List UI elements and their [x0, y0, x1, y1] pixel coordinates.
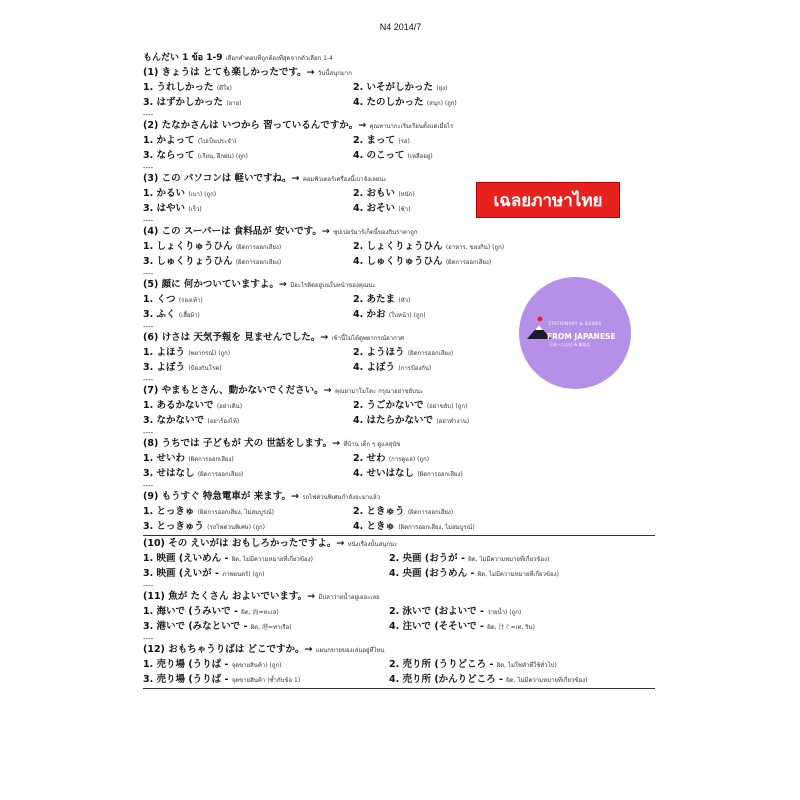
option-th: (ผิดการออกเสียง): [407, 509, 454, 516]
question-11: [143, 590, 658, 643]
option-th: (อย่าขยับ) (ถูก): [426, 403, 468, 410]
option-th: (อย่าเดิน): [216, 403, 243, 410]
option-th: (การดูแล) (ถูก): [388, 456, 430, 463]
option-jp: 4. 注いで (そそいで -: [389, 621, 484, 632]
dash-separator: ----: [143, 217, 154, 225]
option-th: ผิด, ไม่มีความหมายที่เกี่ยวข้อง): [506, 677, 588, 684]
option-th: (รถไฟด่วนพิเศษ) (ถูก): [207, 524, 265, 531]
option-jp: 1. しょくりゅうひん: [143, 241, 233, 252]
thai-answer-badge: เฉลยภาษาไทย: [476, 182, 620, 218]
option-2: [353, 81, 658, 96]
option-2: [353, 399, 658, 414]
dash-separator: ----: [143, 376, 154, 384]
option-th: (ดีใจ): [216, 85, 232, 92]
question-10: [143, 537, 658, 590]
option-3: [143, 673, 389, 688]
question-jp: (8) うちでは 子どもが 犬の 世話をします。→: [143, 438, 341, 449]
option-th: (ผิดการออกเสียง): [235, 244, 282, 251]
option-jp: 4. かお: [353, 309, 386, 320]
option-th: (การป้องกัน): [398, 365, 432, 372]
shop-logo: [519, 277, 631, 389]
option-1: [143, 605, 389, 620]
option-jp: 2. ようほう: [353, 347, 405, 358]
dash-separator: ----: [143, 429, 154, 437]
question-text: [143, 590, 658, 605]
option-th: ผิด, ไม่มีความหมายที่เกี่ยวข้อง): [477, 571, 559, 578]
option-3: [143, 620, 389, 635]
option-4: [353, 414, 658, 429]
option-4: [353, 149, 658, 164]
option-jp: 2. おもい: [353, 188, 396, 199]
options-grid: [143, 605, 658, 635]
option-th: (พยากรณ์) (ถูก): [188, 350, 231, 357]
question-jp: (5) 顔に 何かついていますよ。→: [143, 279, 287, 290]
option-th: ผิด, ไม่ใช่คำที่ใช้ทั่วไป): [496, 662, 557, 669]
question-text: [143, 66, 658, 81]
option-3: [143, 149, 353, 164]
option-3: [143, 520, 353, 535]
option-th: ภาพยนตร์) (ถูก): [222, 571, 265, 578]
question-1: [143, 66, 658, 119]
option-1: [143, 187, 353, 202]
logo-main-text: FROM JAPANESE: [547, 332, 616, 341]
option-1: [143, 452, 353, 467]
option-4: [389, 620, 658, 635]
options-grid: [143, 658, 658, 688]
option-jp: 2. 泳いで (およいで -: [389, 606, 484, 617]
option-jp: 4. のこって: [353, 150, 405, 161]
logo-sub-text: 日本へのお店 & 雑貨店: [549, 342, 591, 347]
option-1: [143, 552, 389, 567]
logo-top-text: STATIONARY & BOOKS: [548, 321, 602, 326]
question-jp: (7) やまもとさん、動かないでください。→: [143, 385, 332, 396]
option-2: [389, 658, 658, 673]
option-3: [143, 414, 353, 429]
option-jp: 2. ときゅう: [353, 506, 405, 517]
option-1: [143, 658, 389, 673]
option-jp: 3. はずかしかった: [143, 97, 224, 108]
option-th: (ผิดการออกเสียง): [188, 456, 234, 463]
option-th: (ใบหน้า) (ถูก): [388, 312, 426, 319]
question-th: หนังเรื่องนั้นสนุกนะ: [347, 541, 398, 548]
option-th: (อาย): [226, 100, 242, 107]
option-1: [143, 399, 353, 414]
question-th: แผนกขายของเล่นอยู่ที่ไหน: [315, 647, 385, 654]
option-jp: 3. 港いで (みなといで -: [143, 621, 248, 632]
option-3: [143, 361, 353, 376]
dash-separator: ----: [143, 323, 154, 331]
option-1: [143, 346, 353, 361]
option-4: [353, 467, 658, 482]
option-th: (หนัก): [398, 191, 415, 198]
question-8: [143, 437, 658, 490]
dash-separator: ----: [143, 482, 154, 490]
option-1: [143, 134, 353, 149]
option-th: (เหลืออยู่): [407, 153, 433, 160]
question-jp: (3) この パソコンは 軽いですね。→: [143, 173, 300, 184]
question-text: [143, 225, 658, 240]
option-th: ผิด, ไม่มีความหมายที่เกี่ยวข้อง): [231, 556, 313, 563]
dash-separator: ----: [143, 635, 154, 643]
option-jp: 2. しょくりょうひん: [353, 241, 443, 252]
option-jp: 3. よぼう: [143, 362, 186, 373]
option-th: (อย่าร้องไห้): [207, 418, 240, 425]
option-th: ผิด, 海=ทะเล): [241, 609, 279, 616]
option-jp: 4. はたらかないで: [353, 415, 434, 426]
question-th: คุณยามาโมโตะ กรุณาอย่าขยับนะ: [334, 388, 424, 395]
question-text: [143, 437, 658, 452]
options-grid: [143, 399, 658, 429]
option-2: [389, 552, 658, 567]
option-jp: 4. おそい: [353, 203, 396, 214]
option-4: [389, 567, 658, 582]
option-jp: 1. 映画 (えいめん -: [143, 553, 229, 564]
option-jp: 2. まって: [353, 135, 396, 146]
option-4: [389, 673, 658, 688]
option-th: (ผิดการออกเสียง, ไม่สมบูรณ์): [197, 509, 274, 516]
question-4: [143, 225, 658, 278]
option-th: (สนุก) (ถูก): [426, 100, 457, 107]
option-jp: 3. ならって: [143, 150, 195, 161]
option-3: [143, 96, 353, 111]
bottom-divider: [143, 688, 655, 689]
option-1: [143, 505, 353, 520]
option-th: (อาหาร, ของกิน) (ถูก): [445, 244, 505, 251]
option-3: [143, 467, 353, 482]
option-4: [353, 255, 658, 270]
question-jp: (6) けさは 天気予報を 見ませんでした。→: [143, 332, 329, 343]
question-text: [143, 119, 658, 134]
option-jp: 4. ときゅ: [353, 521, 396, 532]
question-th: คุณทานากะเริ่มเรียนตั้งแต่เมื่อไร: [369, 123, 454, 130]
option-jp: 2. いそがしかった: [353, 82, 434, 93]
instructions-th: เลือกคำตอบที่ถูกต้องที่สุดจากตัวเลือก 1-4: [225, 55, 333, 62]
option-jp: 3. せはなし: [143, 468, 195, 479]
option-jp: 3. 映画 (えいが -: [143, 568, 219, 579]
question-jp: (1) きょうは とても楽しかったです。→: [143, 67, 315, 78]
question-jp: (12) おもちゃうりばは どこですか。→: [143, 644, 313, 655]
option-2: [389, 605, 658, 620]
option-1: [143, 240, 353, 255]
option-jp: 1. よほう: [143, 347, 186, 358]
section-divider: [143, 535, 655, 536]
question-list-2: [143, 537, 658, 688]
option-th: (เบา) (ถูก): [188, 191, 217, 198]
question-12: [143, 643, 658, 688]
option-jp: 4. 売り所 (かんりどころ -: [389, 674, 503, 685]
option-th: จุดขายสินค้า (ซ้ำกับข้อ 1): [231, 677, 301, 684]
option-th: (หัว): [398, 297, 411, 304]
option-jp: 4. よぼう: [353, 362, 396, 373]
question-th: มีปลาว่ายน้ำอยู่เยอะเลย: [318, 594, 380, 601]
option-jp: 2. あたま: [353, 294, 396, 305]
option-th: (ยุ่ง): [436, 85, 448, 92]
document-title: N4 2014/7: [379, 22, 422, 32]
option-jp: 3. ふく: [143, 309, 176, 320]
option-th: (ป้องกันโรค): [188, 365, 222, 372]
option-2: [353, 505, 658, 520]
option-jp: 3. はやい: [143, 203, 186, 214]
option-th: จุดขายสินค้า) (ถูก): [231, 662, 282, 669]
option-th: (เสื้อผ้า): [178, 312, 200, 319]
question-9: [143, 490, 658, 535]
option-jp: 1. とっきゅ: [143, 506, 195, 517]
option-jp: 4. せいはなし: [353, 468, 415, 479]
option-th: (ช้า): [398, 206, 411, 213]
option-jp: 1. せいわ: [143, 453, 186, 464]
question-text: [143, 643, 658, 658]
option-4: [353, 520, 658, 535]
option-th: (ผิดการออกเสียง): [417, 471, 463, 478]
option-th: (รอ): [398, 138, 410, 145]
instructions-jp: もんだい 1 ข้อ 1-9: [143, 53, 223, 63]
option-jp: 3. しゅくりょうひん: [143, 256, 233, 267]
question-th: เช้านี้ไม่ได้ดูพยากรณ์อากาศ: [331, 335, 404, 342]
option-jp: 3. 売り場 (うりば -: [143, 674, 229, 685]
question-jp: (2) たなかさんは いつから 習っているんですか。→: [143, 120, 367, 131]
option-th: (ไปเป็นประจำ): [197, 138, 237, 145]
option-jp: 3. なかないで: [143, 415, 205, 426]
question-th: วันนี้สนุกมาก: [317, 70, 352, 77]
question-jp: (11) 魚が たくさん およいでいます。→: [143, 591, 316, 602]
option-3: [143, 255, 353, 270]
question-text: [143, 490, 658, 505]
question-text: [143, 537, 658, 552]
dash-separator: ----: [143, 270, 154, 278]
option-th: ผิด, 港=ท่าเรือ): [250, 624, 292, 631]
question-jp: (9) もうすぐ 特急電車が 来ます。→: [143, 491, 299, 502]
option-1: [143, 293, 353, 308]
question-th: มีอะไรติดอยู่บนใบหน้าของคุณนะ: [290, 282, 376, 289]
options-grid: [143, 452, 658, 482]
option-3: [143, 308, 353, 323]
option-3: [143, 202, 353, 217]
option-jp: 4. たのしかった: [353, 97, 424, 108]
option-jp: 1. くつ: [143, 294, 176, 305]
instructions: [143, 50, 658, 64]
option-th: (ผิดการออกเสียง): [445, 259, 492, 266]
option-jp: 1. かるい: [143, 188, 186, 199]
option-th: (ผิดการออกเสียง): [407, 350, 454, 357]
option-jp: 2. 央画 (おうが -: [389, 553, 465, 564]
options-grid: [143, 240, 658, 270]
option-2: [353, 240, 658, 255]
options-grid: [143, 81, 658, 111]
option-1: [143, 81, 353, 96]
question-7: [143, 384, 658, 437]
question-jp: (10) その えいがは おもしろかったですよ。→: [143, 538, 345, 549]
option-jp: 2. せわ: [353, 453, 386, 464]
option-th: ผิด, ไม่มีความหมายที่เกี่ยวข้อง): [468, 556, 550, 563]
option-th: (อย่าทำงาน): [436, 418, 470, 425]
option-th: (ผิดการออกเสียง): [197, 471, 244, 478]
option-th: (เร็ว): [188, 206, 202, 213]
option-th: ว่ายน้ำ) (ถูก): [487, 609, 522, 616]
option-jp: 4. 央画 (おうめん -: [389, 568, 475, 579]
dash-separator: ----: [143, 164, 154, 172]
option-jp: 1. うれしかった: [143, 82, 214, 93]
option-jp: 4. しゅくりゅうひん: [353, 256, 443, 267]
question-th: ที่บ้าน เด็ก ๆ ดูแลสุนัข: [343, 441, 401, 448]
option-jp: 1. 海いで (うみいで -: [143, 606, 238, 617]
question-jp: (4) この スーパーは 食料品が 安いです。→: [143, 226, 330, 237]
options-grid: [143, 134, 658, 164]
option-2: [353, 134, 658, 149]
option-jp: 1. 売り場 (うりば -: [143, 659, 229, 670]
option-3: [143, 567, 389, 582]
option-4: [353, 96, 658, 111]
option-th: (ผิดการออกเสียง): [235, 259, 282, 266]
option-2: [353, 452, 658, 467]
option-jp: 1. かよって: [143, 135, 195, 146]
question-2: [143, 119, 658, 172]
dash-separator: ----: [143, 111, 154, 119]
option-jp: 1. あるかないで: [143, 400, 214, 411]
option-th: (รองเท้า): [178, 297, 203, 304]
options-grid: [143, 505, 658, 535]
dash-separator: ----: [143, 582, 154, 590]
option-th: ผิด, 注ぐ=เท, ริน): [487, 624, 535, 631]
question-th: ซุปเปอร์มาร์เก็ตนี้ของกินราคาถูก: [333, 229, 418, 236]
option-jp: 2. うごかないで: [353, 400, 424, 411]
option-th: (ผิดการออกเสียง, ไม่สมบูรณ์): [398, 524, 475, 531]
options-grid: [143, 552, 658, 582]
option-jp: 3. とっきゅう: [143, 521, 204, 532]
option-jp: 2. 売り所 (うりどころ -: [389, 659, 494, 670]
option-th: (เรียน, ฝึกฝน) (ถูก): [197, 153, 248, 160]
question-th: คอมพิวเตอร์เครื่องนี้เบาจังเลยนะ: [302, 176, 387, 183]
question-th: รถไฟด่วนพิเศษกำลังจะมาแล้ว: [302, 494, 381, 501]
